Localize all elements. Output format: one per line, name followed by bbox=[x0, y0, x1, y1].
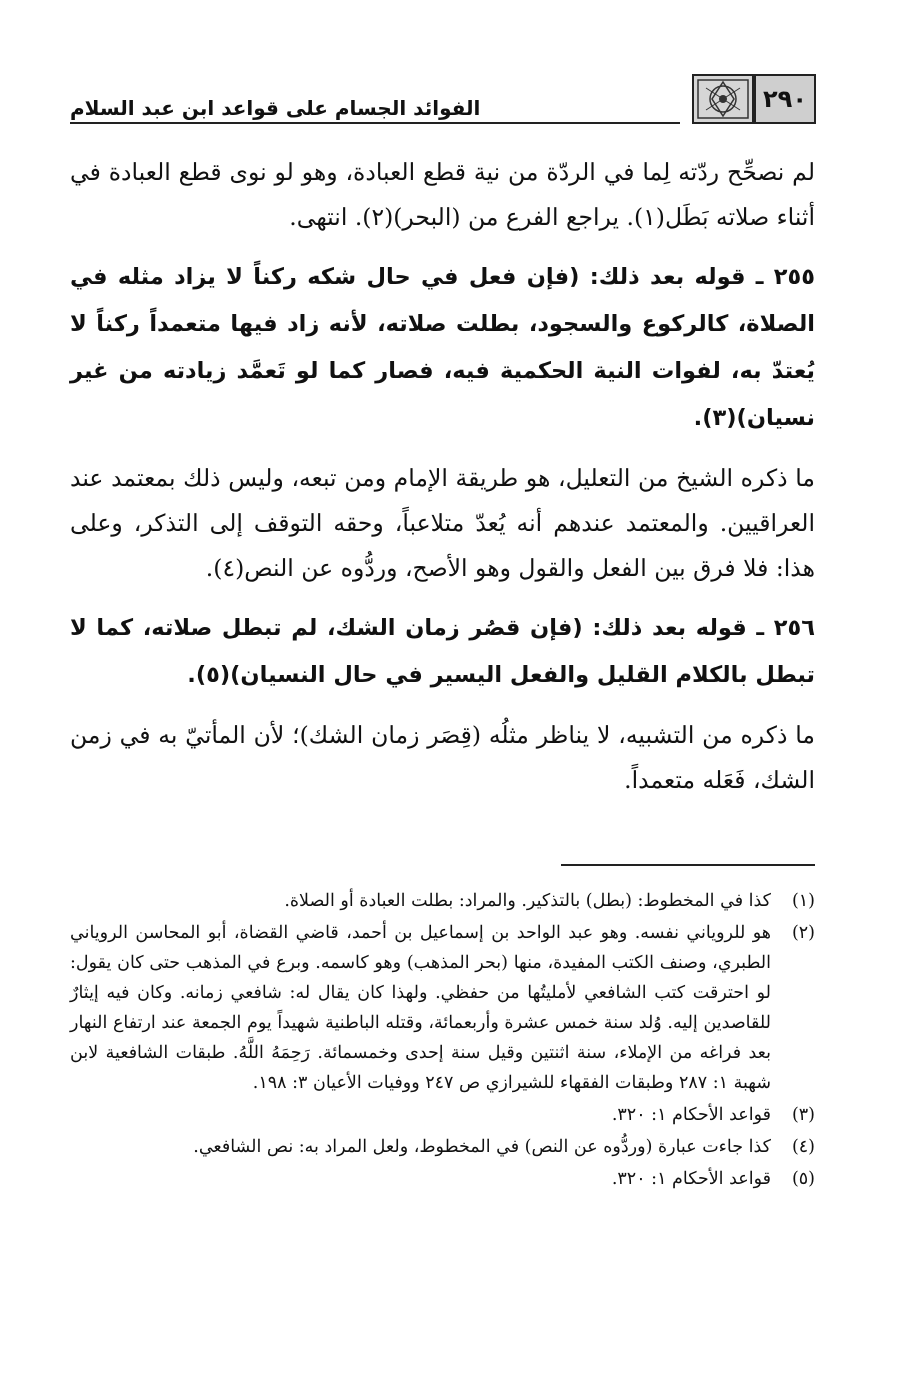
page-header bbox=[70, 72, 810, 124]
footnote-item bbox=[70, 1132, 815, 1162]
footnote-text: كذا في المخطوط: (بطل) بالتذكير. والمراد: بطلت العبادة أو الصلاة. bbox=[284, 891, 771, 911]
footnote-text: قواعد الأحكام ١: ٣٢٠. bbox=[611, 1105, 771, 1125]
footnote-number: (٥) bbox=[791, 1169, 815, 1189]
paragraph-5: ما ذكره من التشبيه، لا يناظر مثلُه (قِصَر زمان الشك)؛ لأن المأتيّ به في زمن الشك، فَعَله متعمداً. bbox=[70, 721, 815, 794]
footnote-text: كذا جاءت عبارة (وردُّوه عن النص) في المخطوط، ولعل المراد به: نص الشافعي. bbox=[193, 1137, 771, 1157]
footnote-text: هو للروياني نفسه. وهو عبد الواحد بن إسماعيل بن أحمد، قاضي القضاة، أبو المحاسن الروياني الطبري، وصنف الكتب المفيدة، منها (بحر المذهب) وهو كاسمه. وبرع في المذهب حتى كان يقول: لو احترقت كتب الشافعي لأمليتُها من حفظي. ولهذا كان يقال له: شافعي زمانه. وكان فيه إيثارٌ للقاصدين إليه. وُلد سنة خمس عشرة وأربعمائة، وقتله الباطنية شهيداً يوم الجمعة عند ارتفاع النهار بعد فراغه من الإملاء، سنة اثنتين وقيل سنة إحدى وخمسمائة. رَحِمَهُ اللَّهُ. طبقات الشافعية لابن شهبة ١: ٢٨٧ وطبقات الفقهاء للشيرازي ص ٢٤٧ ووفيات الأعيان ٣: ١٩٨. bbox=[70, 923, 771, 1093]
running-title: الفوائد الجسام على قواعد ابن عبد السلام bbox=[70, 96, 481, 120]
ornament-icon bbox=[692, 74, 754, 124]
header-rule bbox=[70, 122, 680, 124]
footnote-item bbox=[70, 1100, 815, 1130]
page-number: ٢٩٠ bbox=[754, 74, 816, 124]
footnote-text: قواعد الأحكام ١: ٣٢٠. bbox=[611, 1169, 771, 1189]
paragraph-2-quote: ٢٥٥ ـ قوله بعد ذلك: (فإن فعل في حال شكه ركناً لا يزاد مثله في الصلاة، كالركوع والسجود، بطلت صلاته، لأنه زاد فيها متعمداً ركناً لا يُعتدّ به، لفوات النية الحكمية فيه، فصار كما لو تَعمَّد زيادته من غير نسيان)(٣). bbox=[70, 264, 815, 431]
footnote-number: (٢) bbox=[791, 923, 815, 943]
footnote-item bbox=[70, 918, 815, 1098]
footnote-number: (٤) bbox=[791, 1137, 815, 1157]
main-text bbox=[70, 150, 815, 817]
ornament-pattern bbox=[694, 76, 752, 122]
footnotes bbox=[70, 886, 815, 1196]
paragraph-1: لم نصحِّح ردّته لِما في الردّة من نية قطع العبادة، وهو لو نوى قطع العبادة في أثناء صلاته بَطَل(١). يراجع الفرع من (البحر)(٢). انتهى. bbox=[70, 158, 815, 231]
footnote-separator bbox=[561, 864, 815, 866]
paragraph-4-quote: ٢٥٦ ـ قوله بعد ذلك: (فإن قصُر زمان الشك، لم تبطل صلاته، كما لا تبطل بالكلام القليل والفعل اليسير في حال النسيان)(٥). bbox=[70, 615, 815, 688]
paragraph-3: ما ذكره الشيخ من التعليل، هو طريقة الإمام ومن تبعه، وليس ذلك بمعتمد عند العراقيين. والمعتمد عندهم أنه يُعدّ متلاعباً، وحقه التوقف إلى التذكر، وعلى هذا: فلا فرق بين الفعل والقول وهو الأصح، وردُّوه عن النص(٤). bbox=[70, 464, 815, 582]
footnote-item bbox=[70, 1164, 815, 1194]
footnote-number: (٣) bbox=[791, 1105, 815, 1125]
footnote-item bbox=[70, 886, 815, 916]
footnote-number: (١) bbox=[791, 891, 815, 911]
